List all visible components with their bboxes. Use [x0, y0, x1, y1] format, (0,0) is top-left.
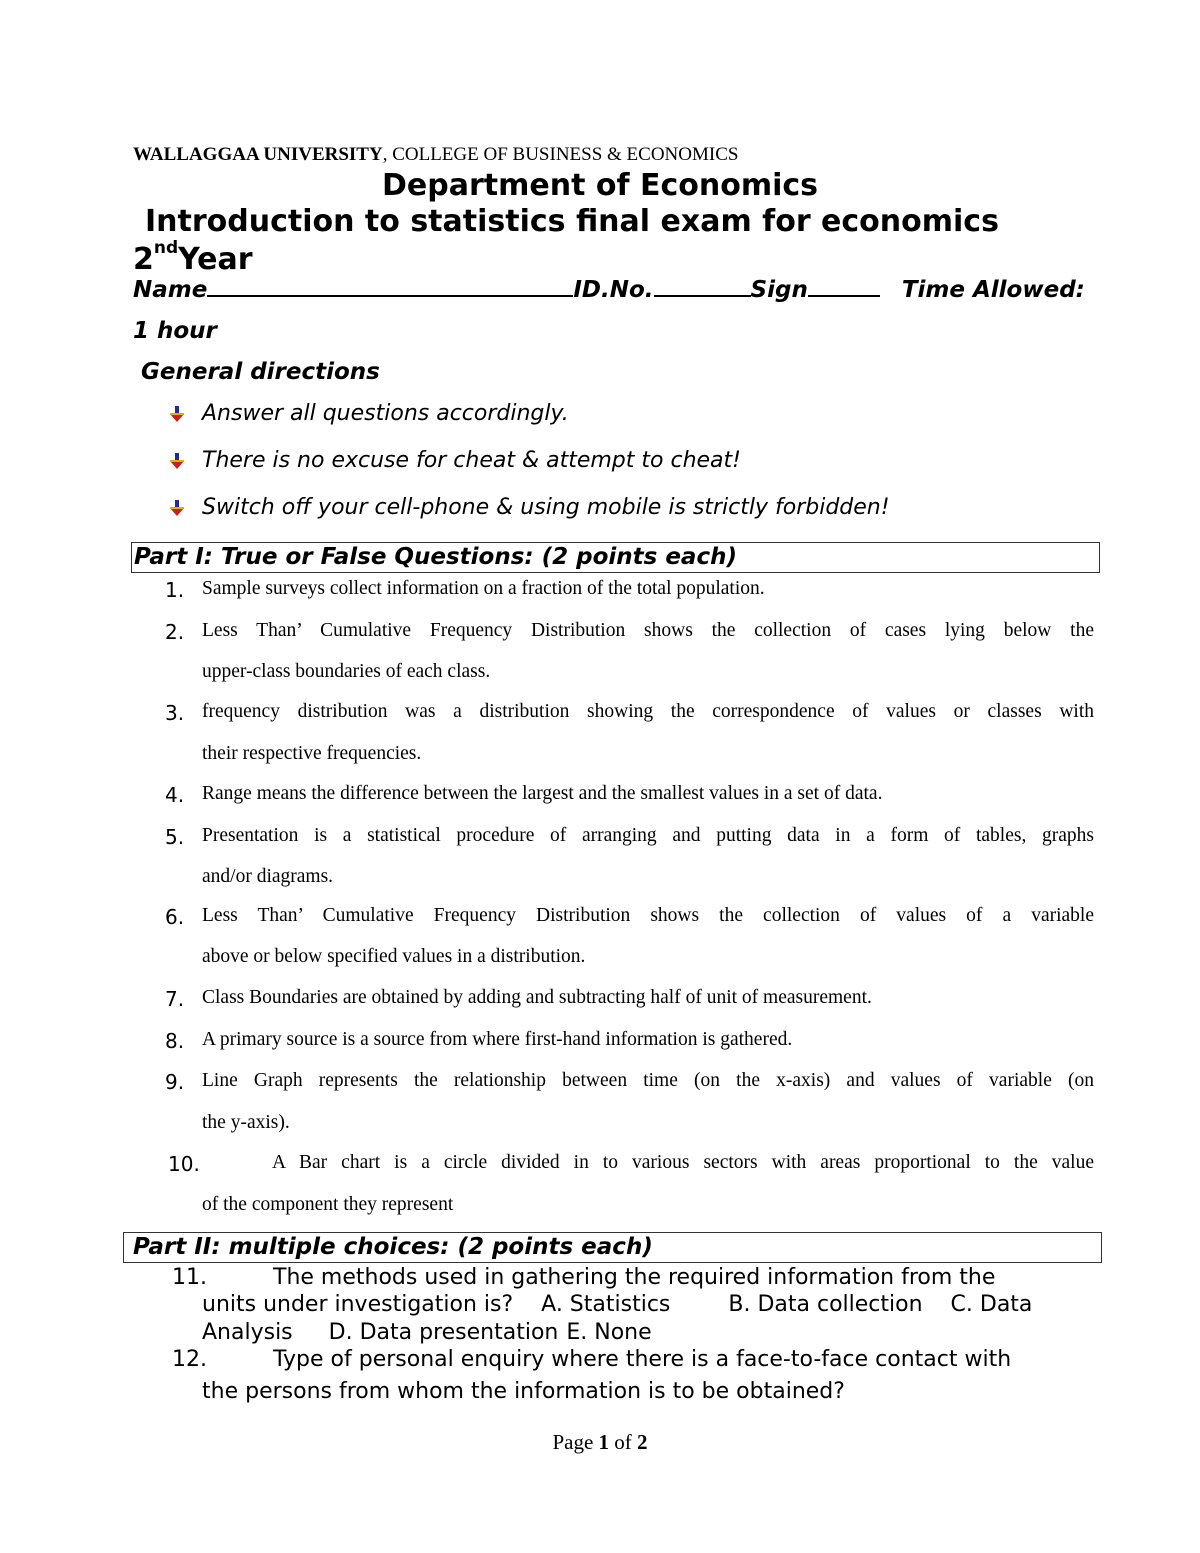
- question-text: Presentation is a statistical procedure of arranging and putting data in a form of tables, graphs: [202, 825, 1094, 846]
- question-text: Less Than’ Cumulative Frequency Distribution shows the collection of values of a variable: [202, 905, 1094, 926]
- question-text: Range means the difference between the largest and the smallest values in a set of data.: [202, 783, 883, 804]
- question-text: Class Boundaries are obtained by adding and subtracting half of unit of measurement.: [202, 987, 872, 1008]
- mc-option-b[interactable]: B. Data collection: [728, 1292, 923, 1317]
- mc-question-text: Type of personal enquiry where there is a face-to-face contact with: [273, 1347, 1012, 1372]
- question-text: of the component they represent: [202, 1194, 454, 1215]
- part1-header: [131, 542, 1100, 573]
- time-allowed-label: Time Allowed:: [901, 277, 1085, 303]
- question-number: 2.: [165, 620, 185, 644]
- direction-item: [170, 448, 741, 473]
- question-number: 4.: [165, 783, 185, 807]
- id-label: ID.No.: [573, 277, 654, 303]
- question-text: Line Graph represents the relationship between time (on the x-axis) and values of variable (on: [202, 1070, 1094, 1091]
- page-footer: [0, 1430, 1200, 1455]
- mc-question-text: the persons from whom the information is to be obtained?: [202, 1379, 845, 1404]
- direction-item: [170, 495, 890, 520]
- mc-question-text-part: units under investigation is?: [202, 1292, 514, 1317]
- question-number: 9.: [165, 1070, 185, 1094]
- page-word: Page: [552, 1430, 594, 1454]
- question-text: A primary source is a source from where first-hand information is gathered.: [202, 1029, 793, 1050]
- name-blank[interactable]: [207, 277, 573, 297]
- question-text: above or below specified values in a distribution.: [202, 946, 586, 967]
- sign-blank[interactable]: [808, 277, 880, 297]
- question-number: 5.: [165, 825, 185, 849]
- mc-question-number: 11.: [172, 1265, 207, 1290]
- question-text: their respective frequencies.: [202, 743, 422, 764]
- direction-text: Answer all questions accordingly.: [202, 401, 569, 426]
- question-number: 3.: [165, 701, 185, 725]
- page-number: 1: [598, 1430, 610, 1454]
- student-info-line: [133, 277, 1085, 303]
- directions-heading: General directions: [141, 359, 380, 385]
- question-text: Less Than’ Cumulative Frequency Distribution shows the collection of cases lying below the: [202, 620, 1094, 641]
- year-title: [133, 238, 253, 277]
- question-text: frequency distribution was a distribution showing the correspondence of values or classes with: [202, 701, 1094, 722]
- id-blank[interactable]: [654, 277, 751, 297]
- year-suffix: nd: [153, 238, 179, 258]
- direction-text: Switch off your cell-phone & using mobile is strictly forbidden!: [202, 495, 890, 520]
- course-title: Introduction to statistics final exam for economics: [145, 204, 999, 239]
- year-number: 2: [133, 242, 154, 277]
- mc-option-c-cont: Analysis: [202, 1320, 293, 1345]
- university-line: [133, 144, 738, 166]
- mc-question-text: The methods used in gathering the required information from the: [273, 1265, 996, 1290]
- direction-item: [170, 401, 569, 426]
- of-word: of: [614, 1430, 632, 1454]
- question-text: and/or diagrams.: [202, 866, 334, 887]
- question-text: the y-axis).: [202, 1112, 290, 1133]
- sign-label: Sign: [750, 277, 808, 303]
- college-name: , COLLEGE OF BUSINESS & ECONOMICS: [382, 144, 739, 165]
- part1-title: Part I: True or False Questions: (2 points each): [134, 544, 737, 570]
- part2-title: Part II: multiple choices: (2 points each): [133, 1234, 653, 1260]
- question-number: 1.: [165, 578, 185, 602]
- mc-question-number: 12.: [172, 1347, 207, 1372]
- name-label: Name: [133, 277, 208, 303]
- question-number: 6.: [165, 905, 185, 929]
- question-number: 10.: [168, 1152, 200, 1176]
- mc-option-a[interactable]: A. Statistics: [541, 1292, 671, 1317]
- mc-option-e[interactable]: E. None: [566, 1320, 652, 1345]
- mc-question-text: [202, 1292, 1032, 1317]
- year-word: Year: [178, 242, 253, 277]
- arrow-down-icon: [170, 495, 198, 520]
- university-name: WALLAGGAA UNIVERSITY: [133, 144, 383, 165]
- time-allowed-value: 1 hour: [133, 318, 217, 344]
- question-text: Sample surveys collect information on a fraction of the total population.: [202, 578, 765, 599]
- arrow-down-icon: [170, 448, 198, 473]
- mc-option-c[interactable]: C. Data: [950, 1292, 1033, 1317]
- question-number: 7.: [165, 987, 185, 1011]
- question-text: upper-class boundaries of each class.: [202, 661, 491, 682]
- mc-question-text: [202, 1320, 652, 1345]
- question-number: 8.: [165, 1029, 185, 1053]
- page-total: 2: [637, 1430, 648, 1454]
- part2-header: [123, 1232, 1102, 1263]
- question-text: A Bar chart is a circle divided in to various sectors with areas proportional to the value: [272, 1152, 1094, 1173]
- mc-option-d[interactable]: D. Data presentation: [328, 1320, 559, 1345]
- arrow-down-icon: [170, 401, 198, 426]
- department-title: Department of Economics: [382, 168, 818, 203]
- direction-text: There is no excuse for cheat & attempt to cheat!: [202, 448, 741, 473]
